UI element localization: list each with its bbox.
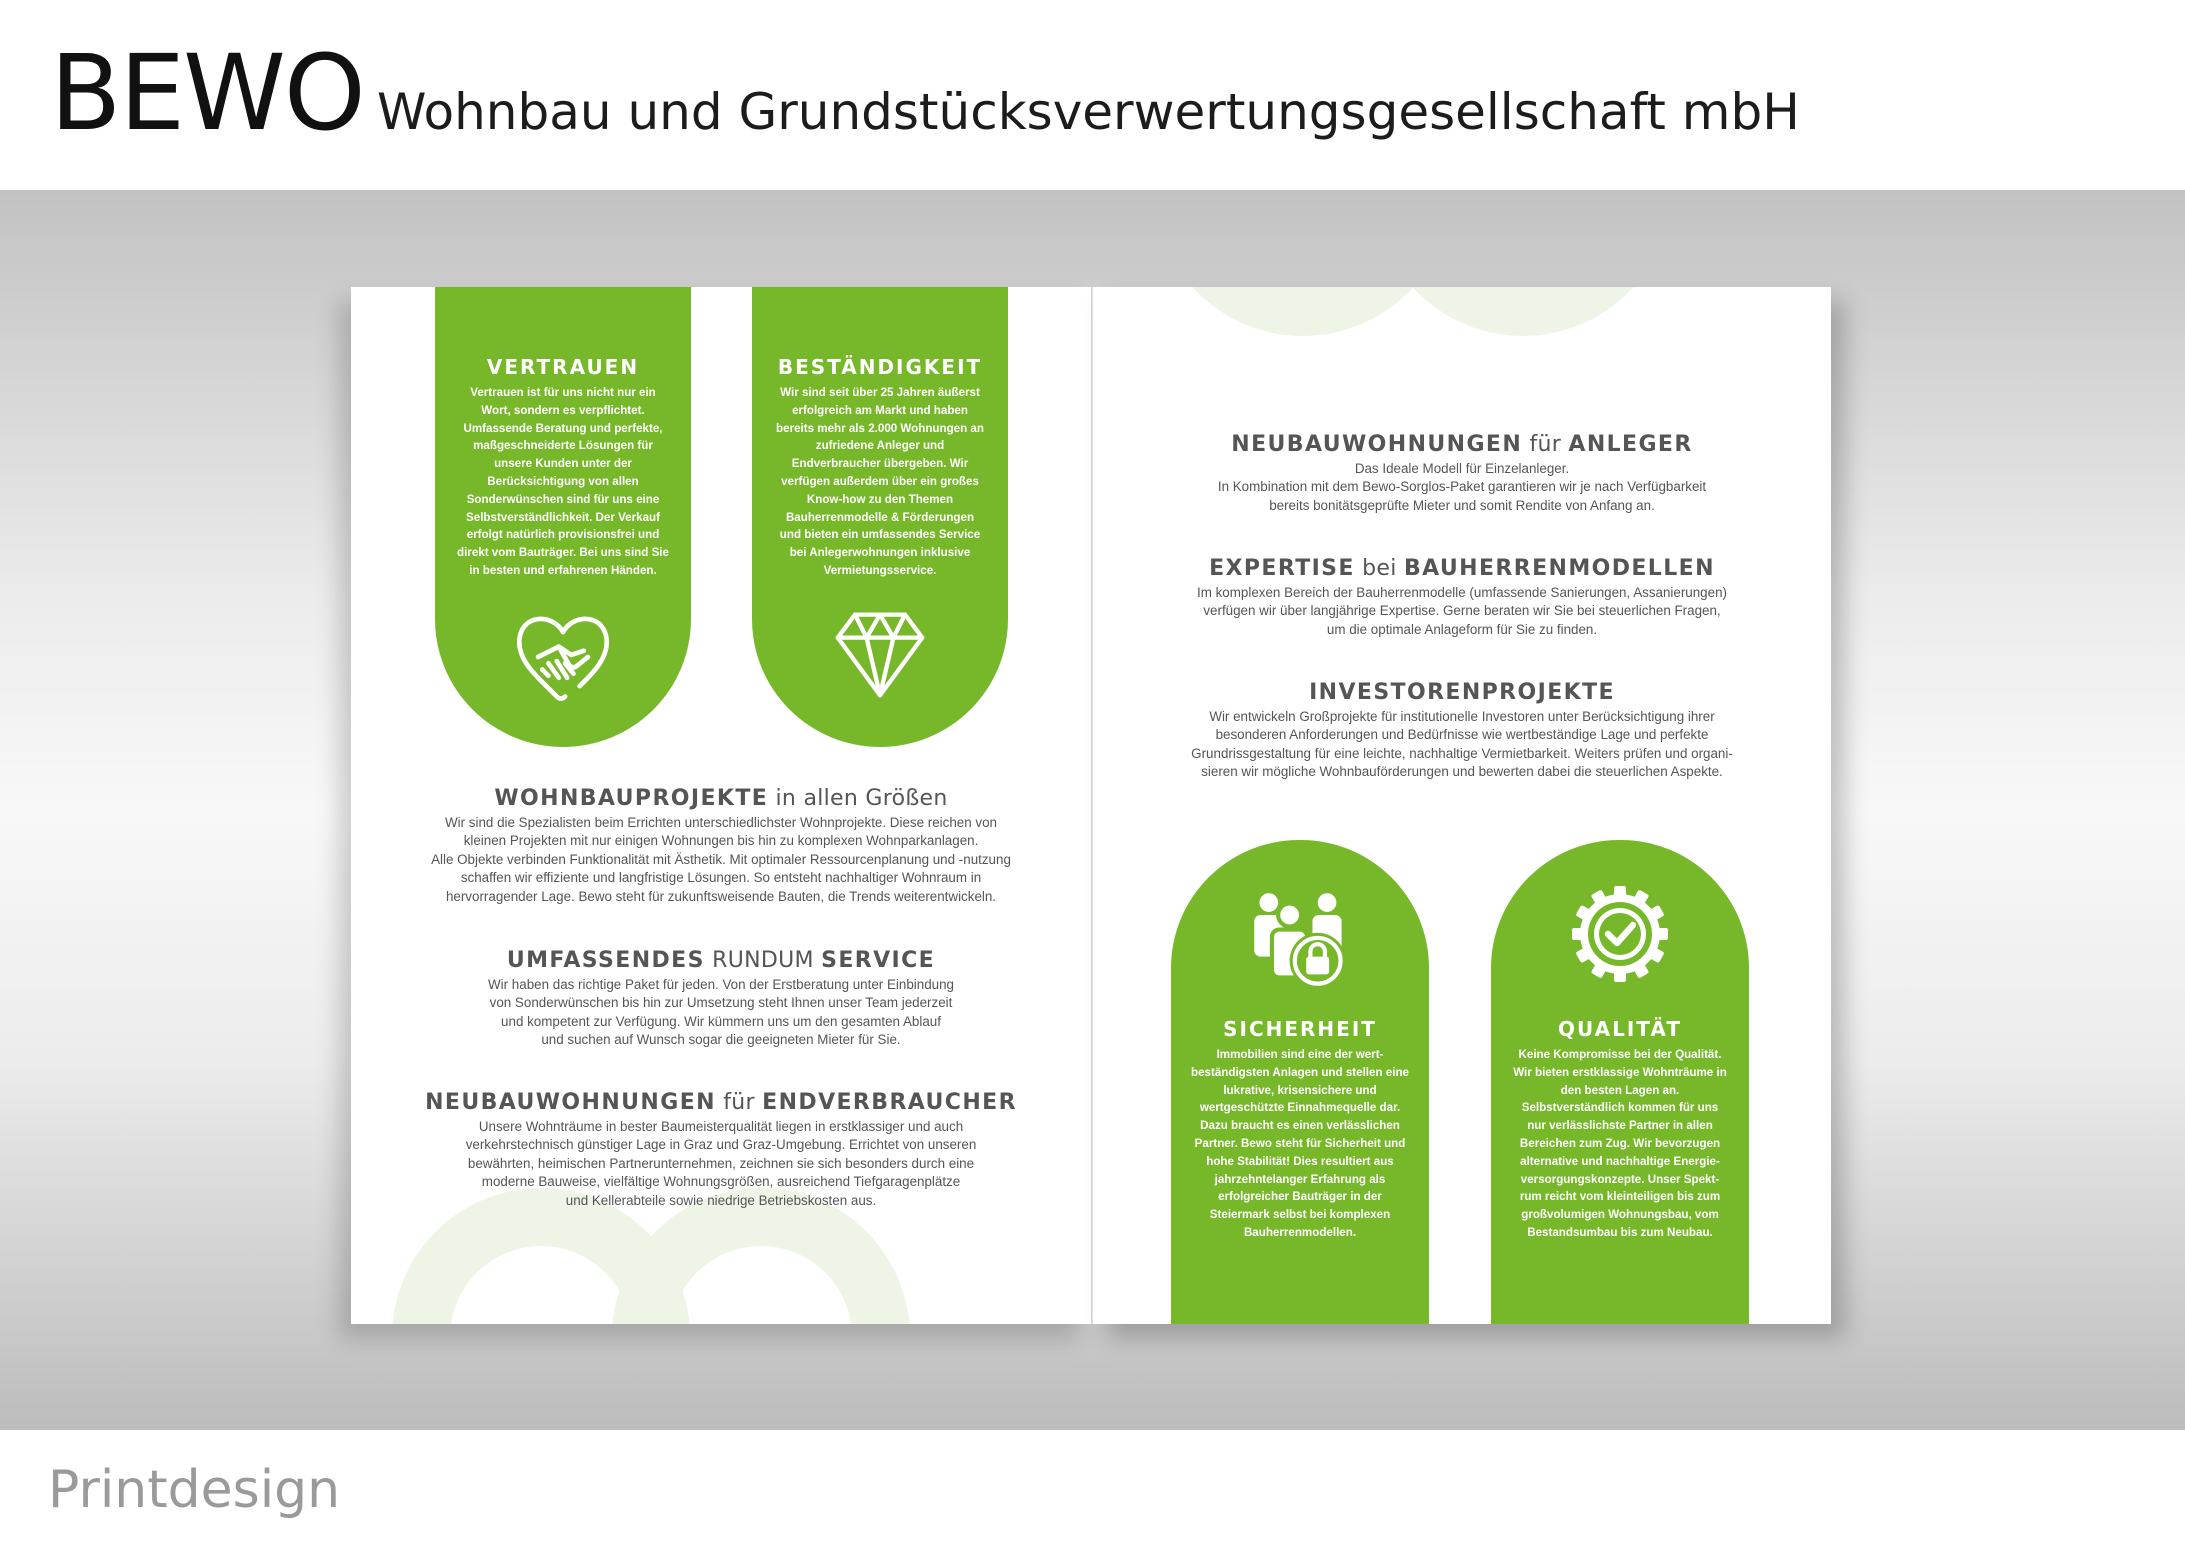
section-title	[1123, 554, 1801, 584]
section-title	[1123, 430, 1801, 460]
section-wohnbauprojekte	[391, 784, 1051, 906]
card-text: Keine Kompromisse bei der Qualität. Wir bieten erstklassige Wohnträume in den besten Lagen an. Selbstverständlich kommen für uns nur verlässlichste Partner in allen Bereichen zum Zug. Wir bevorzugen alternative und nachhaltige Energie-versorgungskonzepte. Unser Spekt-rum reicht vom kleinteiligen bis zum großvolumigen Wohnungsbau, vom Bestandsumbau bis zum Neubau.	[1513, 1048, 1727, 1239]
handshake-heart-icon	[511, 605, 615, 714]
card-title: VERTRAUEN	[486, 355, 640, 379]
section-title-mid: bei	[1354, 556, 1404, 581]
card-text: Immobilien sind eine der wert-beständigsten Anlagen und stellen eine lukrative, krisensichere und wertgeschützte Einnahmequelle dar. Dazu braucht es einen verlässlichen Partner. Bewo steht für Sicherheit und hohe Stabilität! Dies resultiert aus jahrzehntelanger Erfahrung als erfolgreicher Bauträger in der Steiermark selbst bei komplexen Bauherrenmodellen.	[1191, 1048, 1409, 1239]
diamond-icon	[832, 605, 928, 706]
header	[0, 0, 2185, 190]
card-text: Vertrauen ist für uns nicht nur ein Wort, sondern es verpflichtet. Umfassende Beratung und perfekte, maßgeschneiderte Lösungen für unsere Kunden unter der Berücksichtigung von allen Sonderwünschen sind für uns eine Selbstverständlichkeit. Der Verkauf erfolgt natürlich provisionsfrei und direkt vom Bauträger. Bei uns sind Sie in besten und erfahrenen Händen.	[457, 386, 669, 577]
section-title-mid: für	[1522, 432, 1569, 457]
section-title	[391, 946, 1051, 976]
brochure-stage	[0, 190, 2185, 1430]
section-title-bold: INVESTORENPROJEKTE	[1309, 680, 1615, 705]
section-neubau-anleger	[1123, 430, 1801, 515]
section-text: Wir sind die Spezialisten beim Errichten unterschiedlichster Wohnprojekte. Diese reichen von kleinen Projekten mit nur einigen Wohnungen bis hin zu komplexen Wohnparkanlagen. Alle Objekte verbinden Funktionalität mit Ästhetik. Mit optimaler Ressourcenplanung und -nutzung schaffen wir effiziente und langfristige Lösungen. So entsteht nachhaltiger Wohnraum in hervorragender Lage. Bewo steht für zukunftsweisende Bauten, die Trends weiterentwickeln.	[431, 815, 1011, 904]
section-text: Unsere Wohnträume in bester Baumeisterqualität liegen in erstklassiger und auch verkehrstechnisch günstiger Lage in Graz und Graz-Umgebung. Errichtet von unseren bewährten, heimischen Partnerunternehmen, zeichnen sie sich besonders durch eine moderne Bauweise, vielfältige Wohnungsgrößen, ausreichend Tiefgaragenplätze und Kellerabteile sowie niedrige Betriebskosten aus.	[465, 1119, 977, 1208]
section-text: Wir haben das richtige Paket für jeden. Von der Erstberatung unter Einbindung von Sonderwünschen bis hin zur Umsetzung steht Ihnen unser Team jederzeit und kompetent zur Verfügung. Wir kümmern uns um den gesamten Ablauf und suchen auf Wunsch sogar die geeigneten Mieter für Sie.	[488, 977, 954, 1048]
section-title	[391, 784, 1051, 814]
quality-seal-icon	[1570, 884, 1670, 989]
section-title-bold: UMFASSENDES	[506, 948, 705, 973]
section-title	[391, 1088, 1051, 1118]
section-title-bold: WOHNBAUPROJEKTE	[494, 786, 769, 811]
section-text: Das Ideale Modell für Einzelanleger. In Kombination mit dem Bewo-Sorglos-Paket garantieren wir je nach Verfügbarkeit bereits bonitätsgeprüfte Mieter und somit Rendite von Anfang an.	[1217, 461, 1707, 513]
section-title-bold: NEUBAUWOHNUNGEN	[425, 1090, 716, 1115]
logo-watermark-top	[1153, 287, 1673, 387]
card-title: SICHERHEIT	[1223, 1017, 1377, 1041]
section-title-bold-2: SERVICE	[821, 948, 936, 973]
section-investorenprojekte	[1123, 678, 1801, 782]
section-title-bold-2: BAUHERRENMODELLEN	[1403, 556, 1715, 581]
card-title: BESTÄNDIGKEIT	[777, 355, 983, 379]
section-title-bold: NEUBAUWOHNUNGEN	[1231, 432, 1523, 457]
section-title-rest: in allen Größen	[768, 786, 948, 811]
section-text: Wir entwickeln Großprojekte für institutionelle Investoren unter Berücksichtigung ihrer besonderen Anforderungen und Bedürfnisse wie wertbeständige Lage und perfekte Grundrissgestaltung für eine leichte, nachhaltige Vermietbarkeit. Weiters prüfen und organi- sieren wir mögliche Wohnbauförderungen und bewerten dabei die steuerlichen Aspekte.	[1191, 709, 1733, 780]
section-title-bold: EXPERTISE	[1209, 556, 1355, 581]
company-name: Wohnbau und Grundstücksverwertungsgesellschaft mbH	[377, 83, 1800, 141]
section-title	[1123, 678, 1801, 708]
brand-logo: BEWO	[50, 32, 364, 154]
section-title-mid: für	[715, 1090, 763, 1115]
section-neubau-endverbraucher	[391, 1088, 1051, 1210]
category-label: Printdesign	[48, 1460, 341, 1520]
card-bestaendigkeit	[752, 287, 1008, 747]
card-vertrauen	[435, 287, 691, 747]
section-rundum-service	[391, 946, 1051, 1050]
section-expertise-bauherrenmodelle	[1123, 554, 1801, 639]
section-title-mid: RUNDUM	[704, 948, 822, 973]
brochure-left-page	[351, 287, 1091, 1324]
card-qualitaet	[1491, 840, 1749, 1324]
footer	[0, 1430, 2185, 1559]
section-title-bold-2: ANLEGER	[1568, 432, 1693, 457]
card-title: QUALITÄT	[1558, 1017, 1682, 1041]
section-text: Im komplexen Bereich der Bauherrenmodelle (umfassende Sanierungen, Assanierungen) verfügen wir über langjährige Expertise. Gerne beraten wir Sie bei steuerlichen Fragen, um die optimale Anlageform für Sie zu finden.	[1197, 585, 1727, 637]
card-text: Wir sind seit über 25 Jahren äußerst erfolgreich am Markt und haben bereits mehr als 2.000 Wohnungen an zufriedene Anleger und Endverbraucher übergeben. Wir verfügen außerdem über ein großes Know-how zu den Themen Bauherrenmodelle & Förderungen und bieten ein umfassendes Service bei Anlegerwohnungen inklusive Vermietungsservice.	[776, 386, 984, 577]
section-title-bold-2: ENDVERBRAUCHER	[762, 1090, 1017, 1115]
brochure-right-page	[1093, 287, 1831, 1324]
card-sicherheit	[1171, 840, 1429, 1324]
people-lock-icon	[1248, 888, 1352, 997]
